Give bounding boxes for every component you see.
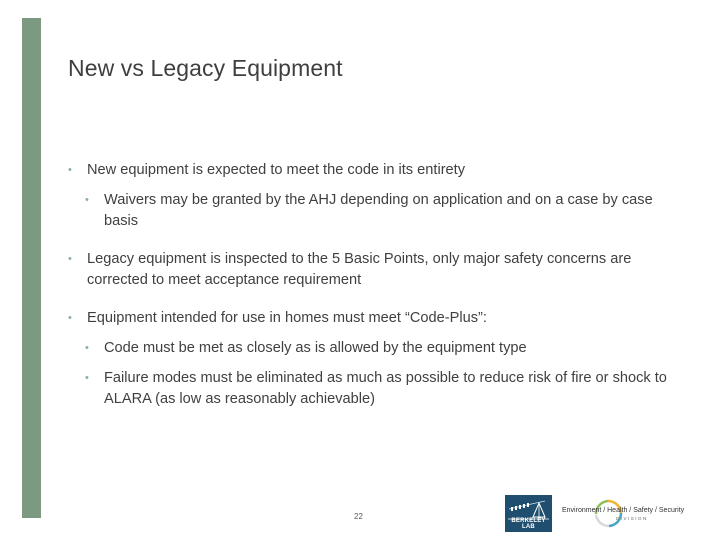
bullet-dot-icon: • — [68, 253, 72, 265]
bullet-item — [68, 160, 683, 181]
ehss-division-logo — [558, 494, 698, 532]
bullet-dot-icon: • — [68, 312, 72, 324]
bullet-dot-icon: • — [85, 194, 89, 206]
bullet-item — [68, 308, 683, 329]
berkeley-lab-logo — [505, 495, 552, 532]
bullet-text: Equipment intended for use in homes must meet “Code-Plus”: — [87, 310, 487, 326]
page-number: 22 — [354, 512, 363, 521]
bullet-dot-icon: • — [85, 342, 89, 354]
bullet-item — [68, 249, 683, 291]
lab-logo-text: BERKELEY LAB — [511, 518, 546, 530]
sub-bullet-item — [85, 368, 683, 410]
side-accent-bar — [22, 18, 41, 518]
ehss-logo-text: Environment / Health / Safety / Security — [562, 507, 685, 514]
sub-bullet-item — [85, 190, 683, 232]
bullet-dot-icon: • — [85, 372, 89, 384]
bullet-dot-icon: • — [68, 164, 72, 176]
ehss-logo-subtext: DIVISION — [616, 516, 648, 521]
bullet-text: Waivers may be granted by the AHJ depending on application and on a case by case basis — [104, 192, 653, 229]
bullet-list — [68, 160, 683, 410]
slide-title: New vs Legacy Equipment — [68, 55, 343, 81]
bullet-text: Failure modes must be eliminated as much as possible to reduce risk of fire or shock to ALARA (as low as reasonably achievable) — [104, 370, 667, 407]
bullet-text: Code must be met as closely as is allowed by the equipment type — [104, 340, 527, 356]
bullet-text: New equipment is expected to meet the code in its entirety — [87, 162, 466, 178]
sub-bullet-item — [85, 338, 683, 359]
bullet-text: Legacy equipment is inspected to the 5 Basic Points, only major safety concerns are corrected to meet acceptance requirement — [87, 251, 632, 288]
